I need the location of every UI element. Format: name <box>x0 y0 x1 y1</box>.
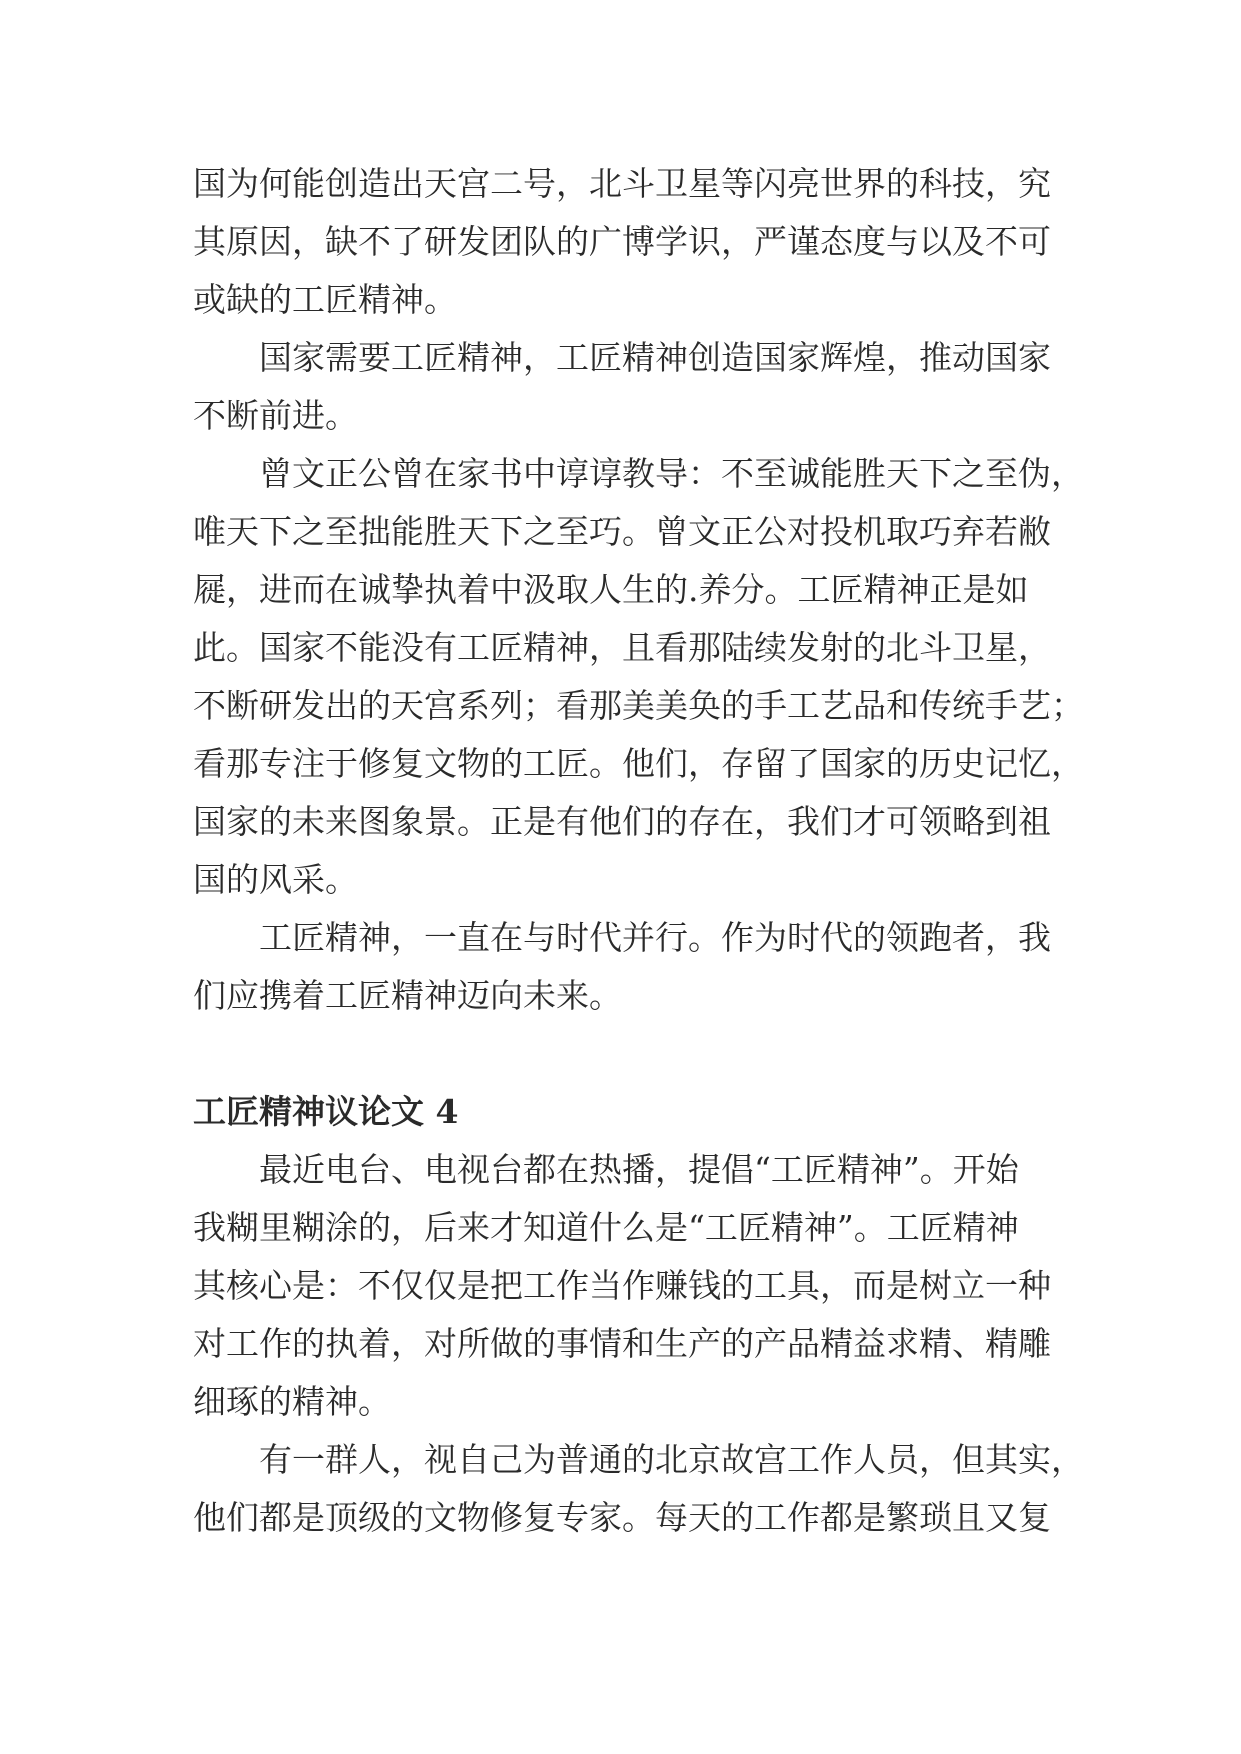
text-line: 们应携着工匠精神迈向未来。 <box>193 976 622 1015</box>
section-spacer <box>193 1025 1073 1083</box>
text-line: 唯天下之至拙能胜天下之至巧。曾文正公对投机取巧弃若敝 <box>193 512 1051 551</box>
paragraph <box>193 1431 1084 1547</box>
text-line: 不断前进。 <box>193 396 358 435</box>
paragraph <box>193 1141 1073 1431</box>
text-line: 国家需要工匠精神，工匠精神创造国家辉煌，推动国家 <box>259 338 1051 377</box>
text-line: 不断研发出的天宫系列；看那美美奂的手工艺品和传统手艺； <box>193 686 1084 725</box>
text-line: 此。国家不能没有工匠精神，且看那陆续发射的北斗卫星， <box>193 628 1051 667</box>
text-line: 国的风采。 <box>193 860 358 899</box>
section-heading: 工匠精神议论文 4 <box>193 1092 459 1131</box>
text-line: 我糊里糊涂的，后来才知道什么是“工匠精神”。工匠精神 <box>193 1208 1019 1247</box>
text-line: 有一群人，视自己为普通的北京故宫工作人员，但其实， <box>259 1440 1084 1479</box>
text-line: 看那专注于修复文物的工匠。他们，存留了国家的历史记忆， <box>193 744 1084 783</box>
document-page <box>193 155 1084 1547</box>
paragraph <box>193 445 1084 909</box>
text-line: 国为何能创造出天宫二号，北斗卫星等闪亮世界的科技，究 <box>193 164 1051 203</box>
text-line: 对工作的执着，对所做的事情和生产的产品精益求精、精雕 <box>193 1324 1051 1363</box>
text-line: 曾文正公曾在家书中谆谆教导：不至诚能胜天下之至伪， <box>259 454 1084 493</box>
text-line: 他们都是顶级的文物修复专家。每天的工作都是繁琐且又复 <box>193 1498 1051 1537</box>
text-line: 其核心是：不仅仅是把工作当作赚钱的工具，而是树立一种 <box>193 1266 1051 1305</box>
text-line: 或缺的工匠精神。 <box>193 280 457 319</box>
paragraph <box>193 909 1073 1025</box>
text-line: 细琢的精神。 <box>193 1382 391 1421</box>
paragraph <box>193 155 1073 329</box>
text-line: 工匠精神，一直在与时代并行。作为时代的领跑者，我 <box>259 918 1051 957</box>
text-line: 最近电台、电视台都在热播，提倡“工匠精神”。开始 <box>259 1150 1019 1189</box>
text-line: 国家的未来图象景。正是有他们的存在，我们才可领略到祖 <box>193 802 1051 841</box>
paragraph <box>193 329 1073 445</box>
text-line: 屣，进而在诚挚执着中汲取人生的.养分。工匠精神正是如 <box>193 570 1029 609</box>
text-line: 其原因，缺不了研发团队的广博学识，严谨态度与以及不可 <box>193 222 1051 261</box>
